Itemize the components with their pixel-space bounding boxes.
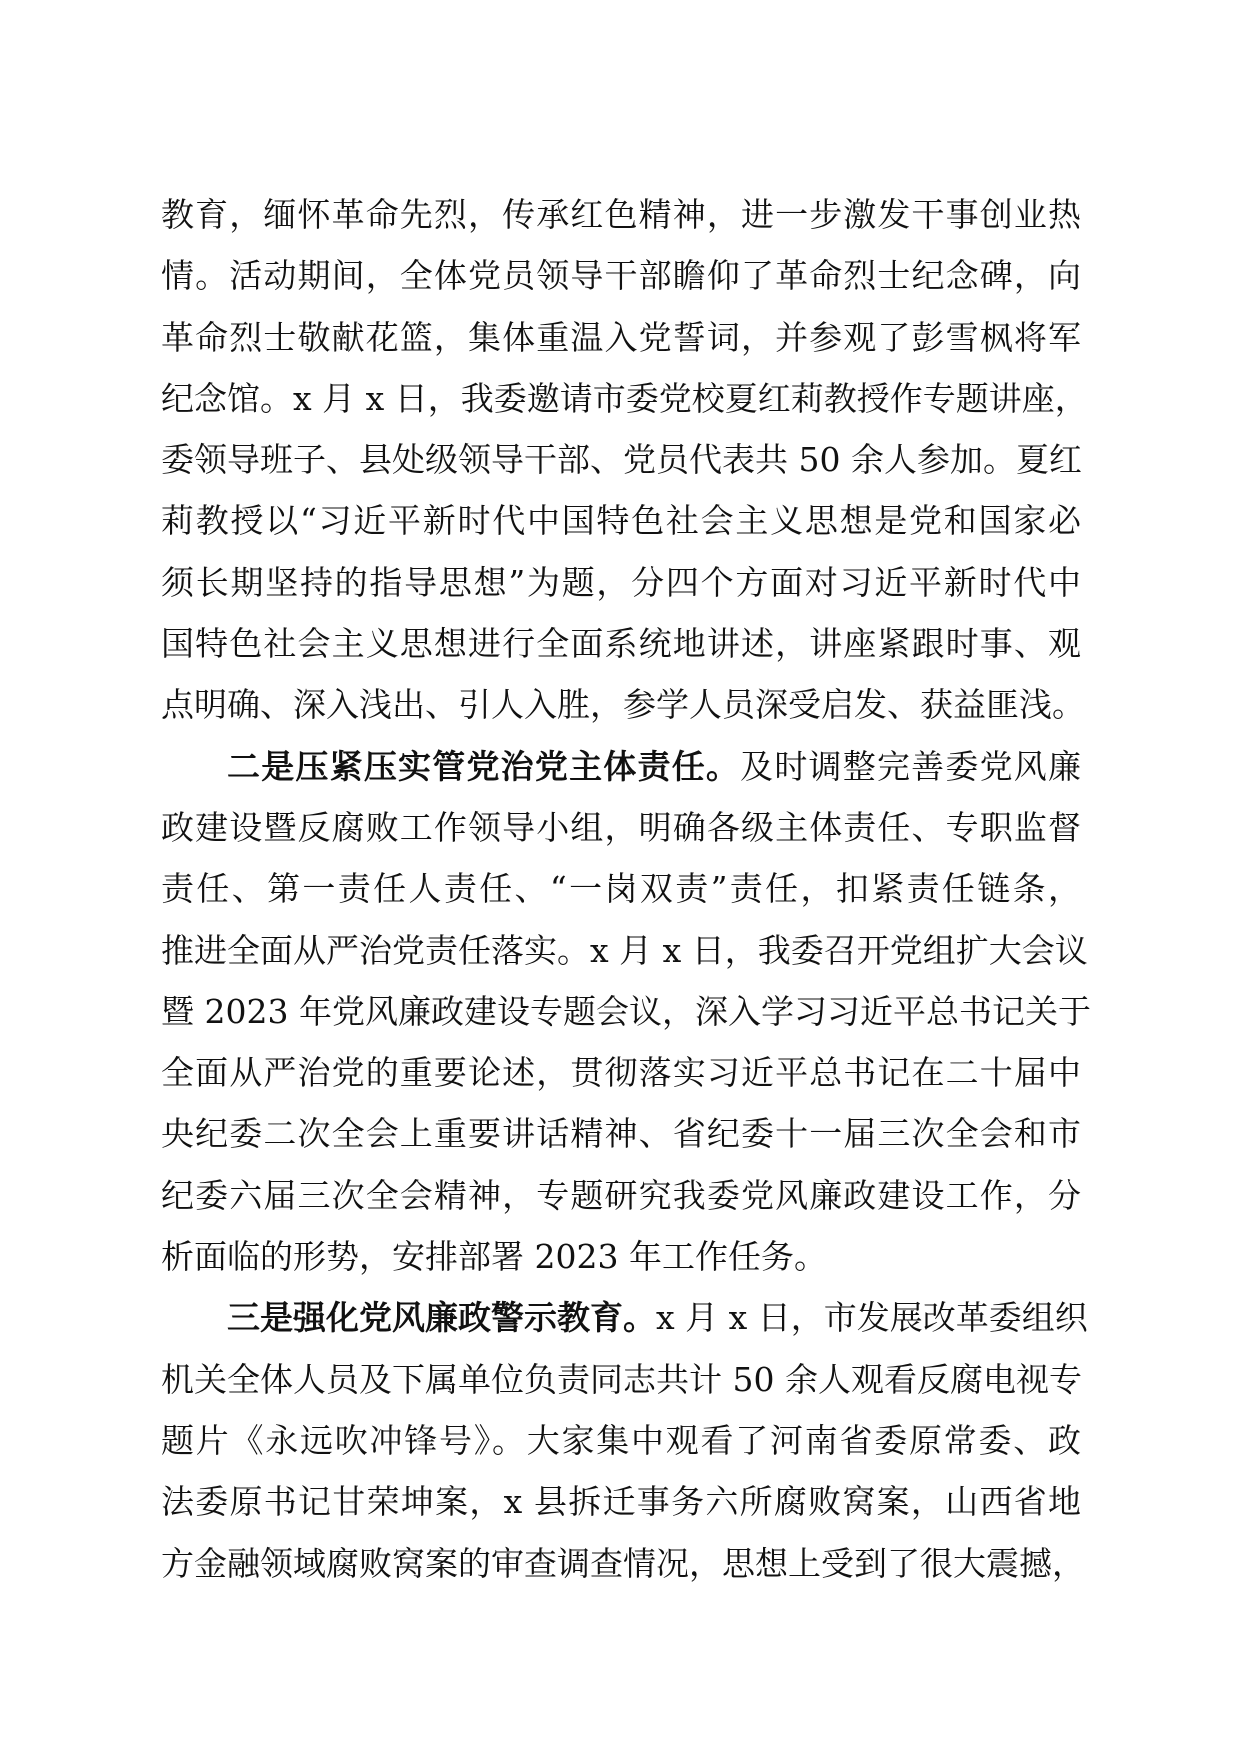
text-line: 法委原书记甘荣坤案，x 县拆迁事务六所腐败窝案，山西省地: [161, 1482, 1081, 1522]
text-line: 题片《永远吹冲锋号》。大家集中观看了河南省委原常委、政: [161, 1420, 1081, 1460]
text-line: 纪委六届三次全会精神，专题研究我委党风廉政建设工作，分: [161, 1175, 1081, 1215]
text-line: 纪念馆。x 月 x 日，我委邀请市委党校夏红莉教授作专题讲座，: [161, 378, 1088, 418]
text-line: 机关全体人员及下属单位负责同志共计 50 余人观看反腐电视专: [161, 1359, 1082, 1399]
text-line: [161, 1287, 1088, 1348]
text-line: 全面从严治党的重要论述，贯彻落实习近平总书记在二十届中: [161, 1053, 1081, 1093]
text-line: 教育，缅怀革命先烈，传承红色精神，进一步激发干事创业热: [161, 195, 1081, 234]
paragraph-2: [161, 736, 1091, 1288]
heading-continuation: 及时调整完善委党风廉: [740, 746, 1082, 786]
text-line: 莉教授以“习近平新时代中国特色社会主义思想是党和国家必: [161, 501, 1081, 541]
text-line: 责任、第一责任人责任、“一岗双责”责任，扣紧责任链条，: [161, 869, 1081, 909]
text-line: [161, 736, 1081, 797]
paragraph-3: [161, 1287, 1088, 1593]
heading-continuation: x 月 x 日，市发展改革委组织: [656, 1298, 1088, 1338]
text-line: 革命烈士敬献花篮，集体重温入党誓词，并参观了彭雪枫将军: [161, 317, 1081, 357]
text-line: 央纪委二次全会上重要讲话精神、省纪委十一届三次全会和市: [161, 1114, 1081, 1154]
paragraph-1: [161, 184, 1088, 736]
text-line: 委领导班子、县处级领导干部、党员代表共 50 余人参加。夏红: [161, 440, 1082, 480]
text-line: 政建设暨反腐败工作领导小组，明确各级主体责任、专职监督: [161, 807, 1081, 847]
body-text: [161, 184, 1091, 1594]
text-line: 析面临的形势，安排部署 2023 年工作任务。: [161, 1237, 827, 1277]
text-line: 须长期坚持的指导思想”为题，分四个方面对习近平新时代中: [161, 562, 1081, 602]
text-line: 推进全面从严治党责任落实。x 月 x 日，我委召开党组扩大会议: [161, 930, 1088, 970]
text-line: 情。活动期间，全体党员领导干部瞻仰了革命烈士纪念碑，向: [161, 256, 1081, 296]
paragraph-heading: 二是压紧压实管党治党主体责任。: [227, 746, 741, 786]
paragraph-heading: 三是强化党风廉政警示教育。: [227, 1298, 656, 1338]
text-line: 点明确、深入浅出、引人入胜，参学人员深受启发、获益匪浅。: [161, 685, 1085, 725]
text-line: 方金融领域腐败窝案的审查调查情况，思想上受到了很大震撼，: [161, 1543, 1085, 1583]
text-line: 国特色社会主义思想进行全面系统地讲述，讲座紧跟时事、观: [161, 624, 1081, 664]
text-line: 暨 2023 年党风廉政建设专题会议，深入学习习近平总书记关于: [161, 991, 1091, 1031]
